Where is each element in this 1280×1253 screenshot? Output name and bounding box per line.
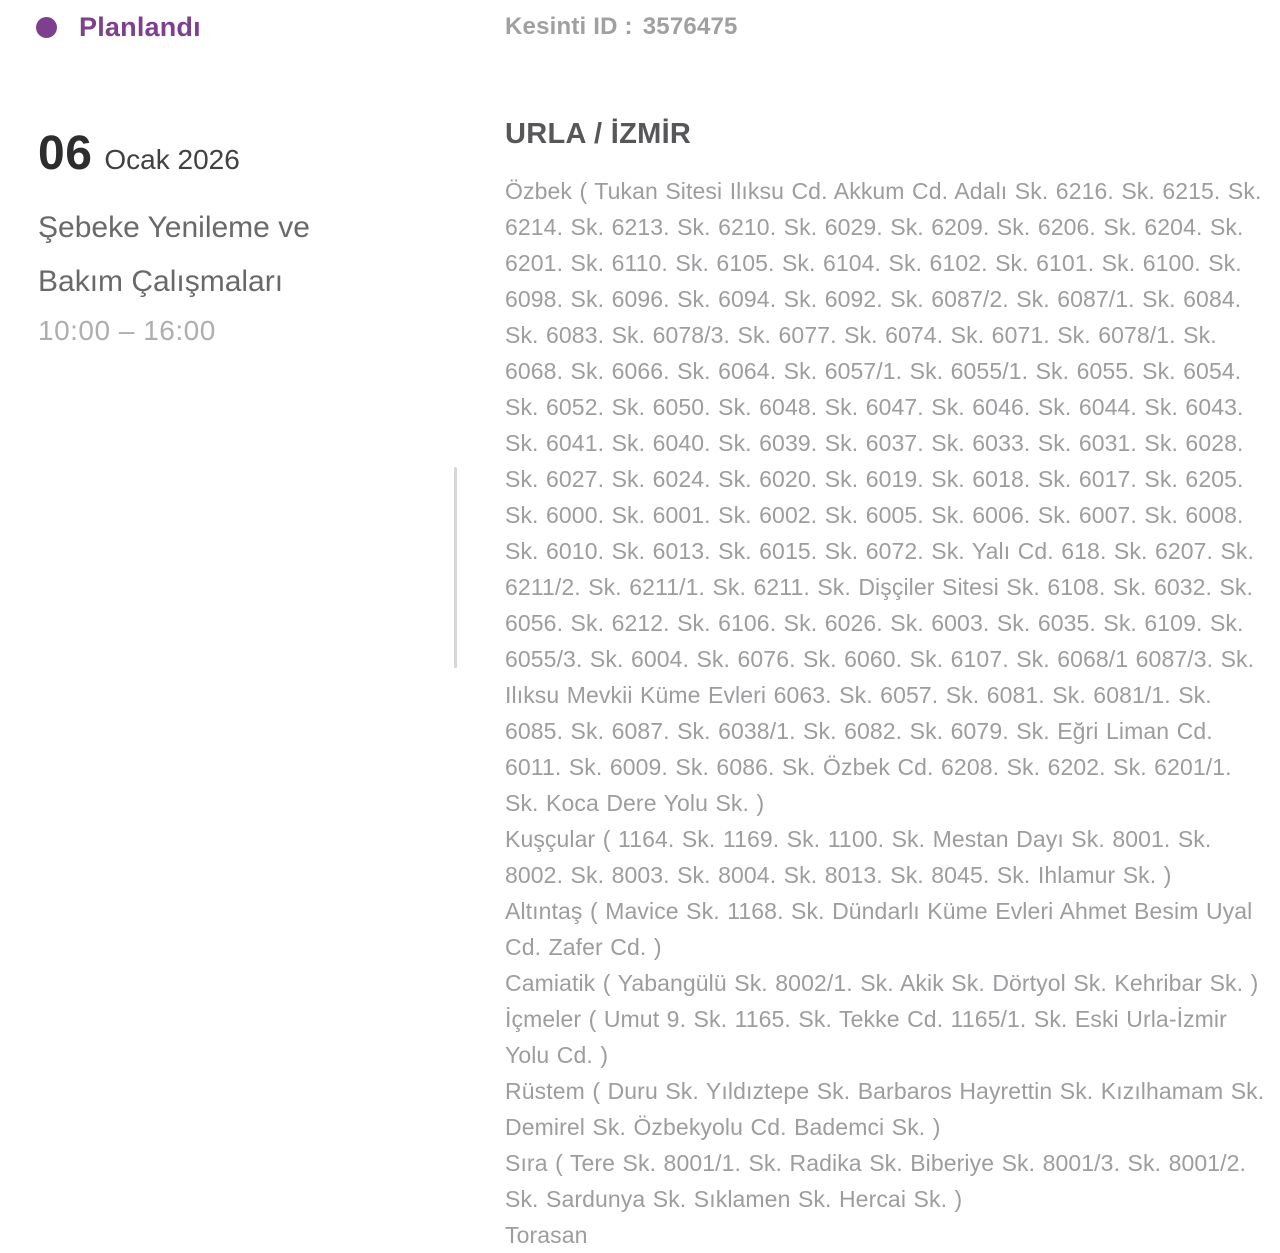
area-item: Kuşçular ( 1164. Sk. 1169. Sk. 1100. Sk. Mestan Dayı Sk. 8001. Sk. 8002. Sk. 8003. Sk. 8004. Sk. 8013. Sk. 8045. Sk. Ihlamur Sk. ): [505, 826, 1212, 888]
status-label: Planlandı: [79, 12, 201, 42]
outage-id-label: Kesinti ID :: [505, 13, 633, 40]
area-item: Özbek ( Tukan Sitesi Ilıksu Cd. Akkum Cd. Adalı Sk. 6216. Sk. 6215. Sk. 6214. Sk. 6213. Sk. 6210. Sk. 6029. Sk. 6209. Sk. 6206. Sk. 6204. Sk. 6201. Sk. 6110. Sk. 6105. Sk. 6104. Sk. 6102. Sk. 6101. Sk. 6100. Sk. 6098. Sk. 6096. Sk. 6094. Sk. 6092. Sk. 6087/2. Sk. 6087/1. Sk. 6084. Sk. 6083. Sk. 6078/3. Sk. 6077. Sk. 6074. Sk. 6071. Sk. 6078/1. Sk. 6068. Sk. 6066. Sk. 6064. Sk. 6057/1. Sk. 6055/1. Sk. 6055. Sk. 6054. Sk. 6052. Sk. 6050. Sk. 6048. Sk. 6047. Sk. 6046. Sk. 6044. Sk. 6043. Sk. 6041. Sk. 6040. Sk. 6039. Sk. 6037. Sk. 6033. Sk. 6031. Sk. 6028. Sk. 6027. Sk. 6024. Sk. 6020. Sk. 6019. Sk. 6018. Sk. 6017. Sk. 6205. Sk. 6000. Sk. 6001. Sk. 6002. Sk. 6005. Sk. 6006. Sk. 6007. Sk. 6008. Sk. 6010. Sk. 6013. Sk. 6015. Sk. 6072. Sk. Yalı Cd. 618. Sk. 6207. Sk. 6211/2. Sk. 6211/1. Sk. 6211. Sk. Dişçiler Sitesi Sk. 6108. Sk. 6032. Sk. 6056. Sk. 6212. Sk. 6106. Sk. 6026. Sk. 6003. Sk. 6035. Sk. 6109. Sk. 6055/3. Sk. 6004. Sk. 6076. Sk. 6060. Sk. 6107. Sk. 6068/1 6087/3. Sk. Ilıksu Mevkii Küme Evleri 6063. Sk. 6057. Sk. 6081. Sk. 6081/1. Sk. 6085. Sk. 6087. Sk. 6038/1. Sk. 6082. Sk. 6079. Sk. Eğri Liman Cd. 6011. Sk. 6009. Sk. 6086. Sk. Özbek Cd. 6208. Sk. 6202. Sk. 6201/1. Sk. Koca Dere Yolu Sk. ): [505, 178, 1262, 816]
affected-areas-list: [505, 173, 1269, 1253]
outage-date: [38, 126, 418, 181]
area-item: Sıra ( Tere Sk. 8001/1. Sk. Radika Sk. Biberiye Sk. 8001/3. Sk. 8001/2. Sk. Sardunya Sk. Sıklamen Sk. Hercai Sk. ): [505, 1150, 1247, 1212]
work-title: Şebeke Yenileme ve Bakım Çalışmaları: [38, 211, 310, 298]
location-block: [505, 118, 1269, 1253]
time-range: 10:00 – 16:00: [38, 315, 216, 346]
outage-id: [505, 13, 738, 41]
area-item: İçmeler ( Umut 9. Sk. 1165. Sk. Tekke Cd. 1165/1. Sk. Eski Urla-İzmir Yolu Cd. ): [505, 1006, 1227, 1068]
area-item: Rüstem ( Duru Sk. Yıldıztepe Sk. Barbaros Hayrettin Sk. Kızılhamam Sk. Demirel Sk. Özbekyolu Cd. Bademci Sk. ): [505, 1078, 1265, 1140]
location-title: URLA / İZMİR: [505, 118, 692, 150]
scrollbar-thumb[interactable]: [454, 467, 457, 668]
status-badge: [36, 12, 201, 43]
area-item: Torasan: [505, 1222, 588, 1248]
status-dot-icon: [36, 17, 57, 38]
outage-id-value: 3576475: [642, 13, 738, 40]
area-item: Altıntaş ( Mavice Sk. 1168. Sk. Dündarlı Küme Evleri Ahmet Besim Uyal Cd. Zafer Cd. ): [505, 898, 1253, 960]
schedule-block: [38, 126, 418, 347]
area-item: Camiatik ( Yabangülü Sk. 8002/1. Sk. Akik Sk. Dörtyol Sk. Kehribar Sk. ): [505, 970, 1259, 996]
date-month-year: Ocak 2026: [104, 144, 240, 175]
date-day: 06: [38, 127, 93, 180]
